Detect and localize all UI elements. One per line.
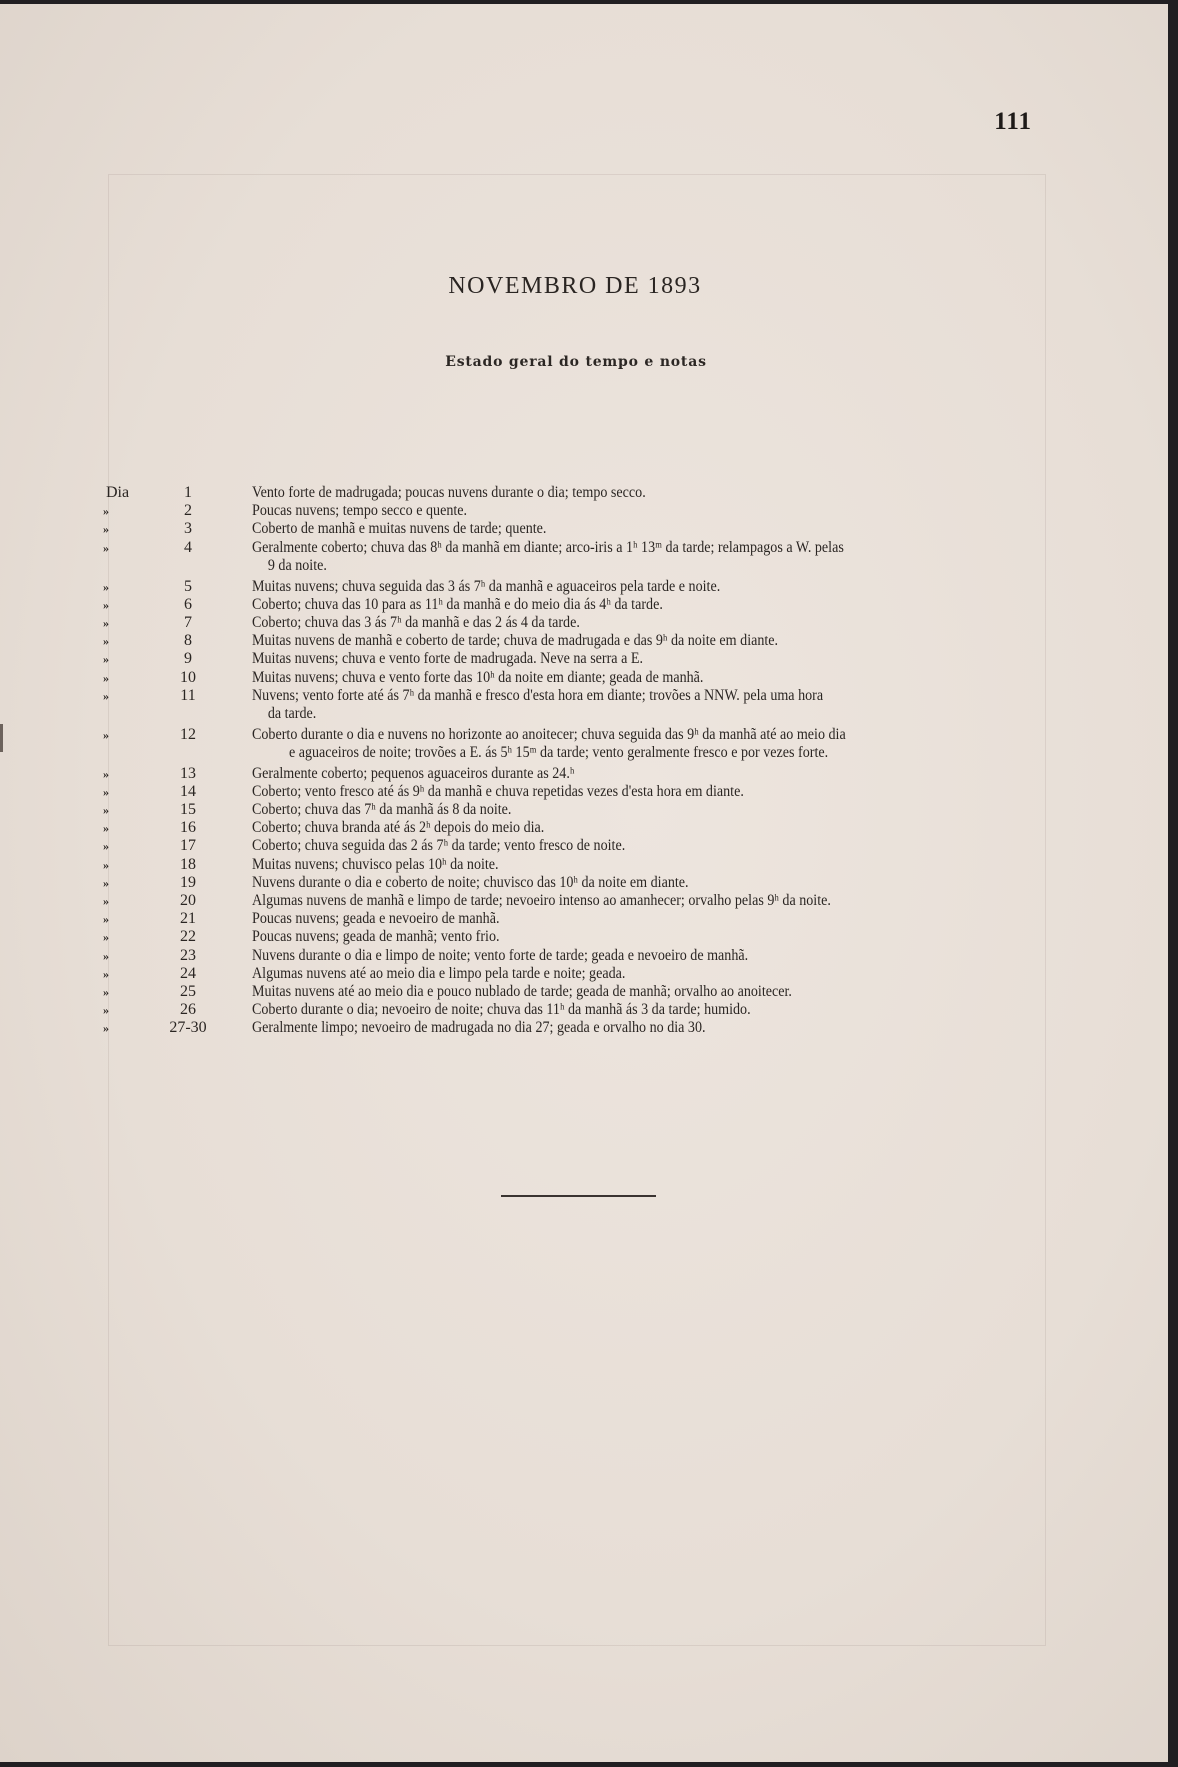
day-number: 9 [184, 650, 192, 668]
list-item [0, 539, 1168, 578]
ditto-mark: » [103, 803, 109, 818]
ditto-mark: » [103, 766, 109, 781]
entry-text: Vento forte de madrugada; poucas nuvens durante o dia; tempo secco. [252, 484, 646, 501]
entry-text: Coberto de manhã e muitas nuvens de tarde; quente. [252, 520, 547, 538]
entry-text: Nuvens durante o dia e coberto de noite; chuvisco das 10ʰ da noite em diante. [252, 873, 689, 891]
entry-text: Poucas nuvens; geada de manhã; vento frio. [252, 928, 500, 946]
day-number: 22 [180, 928, 196, 946]
ditto-mark: » [103, 634, 109, 649]
entry-text: Coberto; vento fresco até ás 9ʰ da manhã e chuva repetidas vezes d'esta hora em diante. [252, 782, 744, 800]
list-item [0, 837, 1168, 855]
day-number: 10 [180, 668, 196, 686]
list-item [0, 1019, 1168, 1037]
entry-text [252, 687, 956, 723]
day-number: 21 [180, 910, 196, 928]
day-number: 7 [184, 613, 192, 631]
day-number: 6 [184, 595, 192, 613]
list-item [0, 965, 1168, 983]
document-page [0, 4, 1168, 1762]
ditto-mark: » [103, 522, 109, 537]
day-number: 1 [184, 484, 192, 501]
list-item [0, 819, 1168, 837]
entry-text: Muitas nuvens de manhã e coberto de tarde; chuva de madrugada e das 9ʰ da noite em diante. [252, 632, 779, 650]
entry-continuation: 9 da noite. [267, 556, 327, 574]
ditto-mark: » [103, 504, 109, 519]
day-number: 4 [184, 538, 192, 556]
day-number: 16 [180, 819, 196, 837]
ditto-mark: » [103, 688, 109, 703]
day-number: 15 [180, 801, 196, 819]
entry-text: Algumas nuvens até ao meio dia e limpo pela tarde e noite; geada. [252, 964, 626, 982]
day-number: 8 [184, 632, 192, 650]
ditto-mark: » [103, 894, 109, 908]
list-item [0, 856, 1168, 874]
entry-text: Coberto; chuva seguida das 2 ás 7ʰ da tarde; vento fresco de noite. [252, 837, 626, 855]
entry-text: Muitas nuvens até ao meio dia e pouco nublado de tarde; geada de manhã; orvalho ao anoitecer. [252, 982, 792, 1000]
list-item [0, 1001, 1168, 1019]
ditto-mark: » [103, 597, 109, 612]
entry-text: Geralmente limpo; nevoeiro de madrugada no dia 27; geada e orvalho no dia 30. [252, 1019, 706, 1037]
ditto-mark: » [103, 948, 109, 963]
day-number: 20 [180, 892, 196, 909]
day-number: 2 [184, 502, 192, 520]
ditto-mark: » [103, 540, 109, 555]
entry-text: Muitas nuvens; chuva e vento forte das 10ʰ da noite em diante; geada de manhã. [252, 668, 704, 686]
list-item [0, 892, 1168, 910]
day-number: 26 [180, 1001, 196, 1019]
ditto-mark: » [103, 930, 109, 945]
entry-line: Geralmente coberto; chuva das 8ʰ da manhã em diante; arco-iris a 1ʰ 13ᵐ da tarde; relampagos a W. pelas [252, 538, 844, 556]
dia-label: Dia [106, 484, 130, 501]
list-item [0, 983, 1168, 1001]
ditto-mark: » [103, 984, 109, 999]
list-item [0, 783, 1168, 801]
entry-text: Muitas nuvens; chuva e vento forte de madrugada. Neve na serra a E. [252, 650, 643, 668]
day-number: 12 [180, 725, 196, 743]
ditto-mark: » [103, 727, 109, 742]
list-item [0, 726, 1168, 765]
day-number: 17 [180, 837, 196, 855]
ditto-mark: » [103, 966, 109, 981]
entry-text: Algumas nuvens de manhã e limpo de tarde; nevoeiro intenso ao amanhecer; orvalho pelas 9ʰ da noite. [252, 892, 831, 909]
ditto-mark: » [103, 857, 109, 872]
day-number: 19 [180, 873, 196, 891]
section-subtitle: Estado geral do tempo e notas [445, 354, 707, 370]
entry-line: Coberto durante o dia e nuvens no horizonte ao anoitecer; chuva seguida das 9ʰ da manhã até ao meio dia [252, 725, 846, 743]
entry-continuation: e aguaceiros de noite; trovões a E. ás 5ʰ 15ᵐ da tarde; vento geralmente fresco e por vezes forte. [288, 743, 829, 761]
closing-rule [501, 1195, 656, 1197]
ditto-mark: » [103, 1021, 109, 1036]
ditto-mark: » [103, 784, 109, 799]
day-number: 27-30 [169, 1019, 207, 1037]
ditto-mark: » [103, 912, 109, 927]
entry-text [252, 539, 956, 575]
entry-text: Poucas nuvens; geada e nevoeiro de manhã. [252, 910, 500, 928]
entry-text: Coberto; chuva das 7ʰ da manhã ás 8 da noite. [252, 801, 512, 819]
list-item [0, 910, 1168, 928]
entry-text: Poucas nuvens; tempo secco e quente. [252, 502, 468, 520]
day-number: 13 [180, 764, 196, 782]
list-item [0, 874, 1168, 892]
ditto-mark: » [103, 839, 109, 854]
entry-text: Geralmente coberto; pequenos aguaceiros durante as 24.ʰ [252, 764, 575, 782]
list-item [0, 596, 1168, 614]
list-item [0, 928, 1168, 946]
day-number: 25 [180, 982, 196, 1000]
ditto-mark: » [103, 875, 109, 890]
list-item [0, 687, 1168, 726]
list-item [0, 578, 1168, 596]
page-number: 111 [994, 108, 1032, 135]
list-item [0, 669, 1168, 687]
ditto-mark: » [103, 579, 109, 594]
day-number: 14 [180, 782, 196, 800]
entry-text [252, 726, 956, 762]
ditto-mark: » [103, 1003, 109, 1018]
day-number: 11 [180, 686, 196, 704]
ditto-mark: » [103, 615, 109, 630]
day-number: 5 [184, 577, 192, 595]
day-number: 24 [180, 964, 196, 982]
list-item [0, 801, 1168, 819]
entry-text: Coberto; chuva das 10 para as 11ʰ da manhã e do meio dia ás 4ʰ da tarde. [252, 595, 663, 613]
list-item [0, 632, 1168, 650]
list-item [0, 502, 1168, 520]
page-title: NOVEMBRO DE 1893 [448, 273, 702, 299]
entry-text: Muitas nuvens; chuvisco pelas 10ʰ da noite. [252, 855, 499, 873]
entry-text: Muitas nuvens; chuva seguida das 3 ás 7ʰ da manhã e aguaceiros pela tarde e noite. [252, 577, 721, 595]
ditto-mark: » [103, 670, 109, 685]
entry-line: Nuvens; vento forte até ás 7ʰ da manhã e fresco d'esta hora em diante; trovões a NNW. pela uma hora [252, 686, 824, 704]
entry-continuation: da tarde. [267, 704, 317, 722]
entry-text: Coberto durante o dia; nevoeiro de noite; chuva das 11ʰ da manhã ás 3 da tarde; humido. [252, 1001, 751, 1019]
list-item [0, 614, 1168, 632]
day-number: 18 [180, 855, 196, 873]
day-number: 3 [184, 520, 192, 538]
entry-text: Coberto; chuva branda até ás 2ʰ depois do meio dia. [252, 819, 545, 837]
ditto-mark: » [103, 652, 109, 667]
list-item [0, 947, 1168, 965]
list-item [0, 765, 1168, 783]
entry-text: Nuvens durante o dia e limpo de noite; vento forte de tarde; geada e nevoeiro de manhã. [252, 946, 749, 964]
list-item [0, 650, 1168, 668]
weather-notes-list [0, 484, 1168, 1038]
day-number: 23 [180, 946, 196, 964]
list-item [0, 484, 1168, 502]
entry-text: Coberto; chuva das 3 ás 7ʰ da manhã e das 2 ás 4 da tarde. [252, 613, 580, 631]
list-item [0, 520, 1168, 538]
ditto-mark: » [103, 821, 109, 836]
